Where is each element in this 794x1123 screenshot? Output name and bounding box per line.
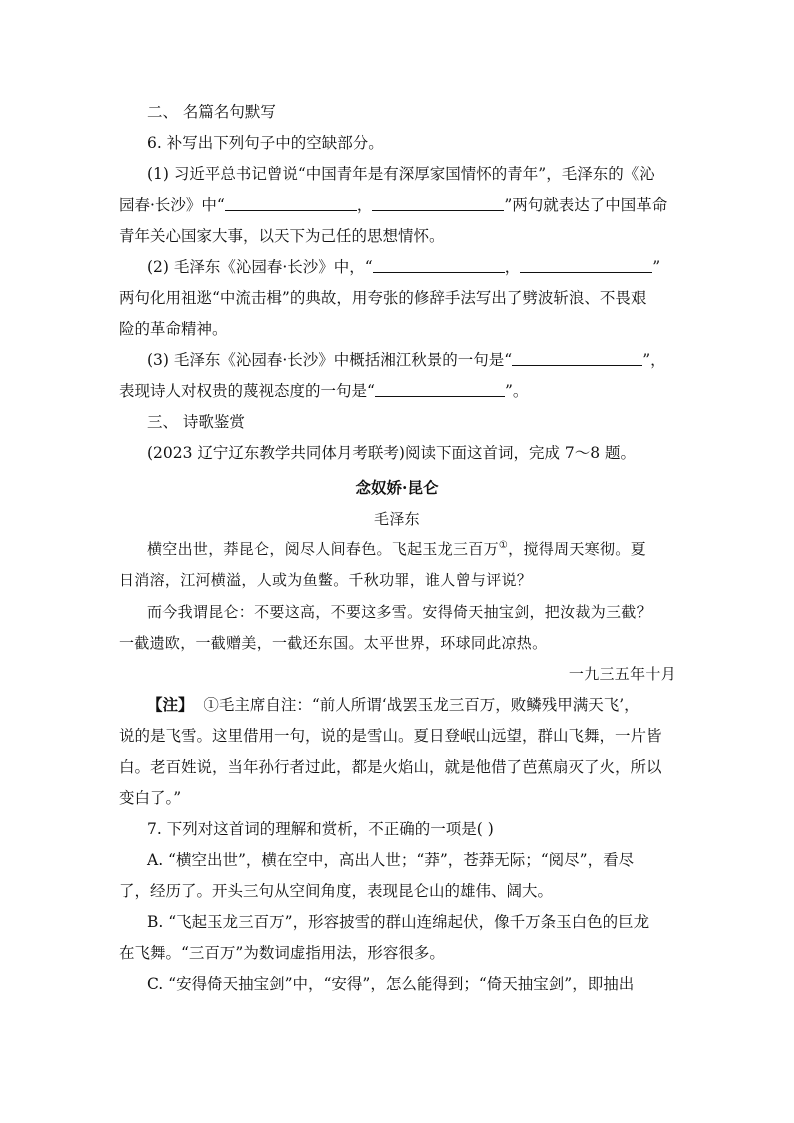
option-a-line-1: A. “横空出世”，横在空中，高出人世；“莽”，苍莽无际；“阅尽”，看尽 — [147, 851, 635, 869]
question-6-part-2-line-1 — [147, 256, 660, 278]
text-fragment: ”， — [642, 351, 666, 369]
answer-blank[interactable] — [373, 257, 505, 273]
question-7-stem: 7. 下列对这首词的理解和赏析，不正确的一项是( ) — [147, 820, 494, 838]
poem-date: 一九三五年十月 — [568, 665, 676, 683]
note-line-1 — [147, 694, 640, 716]
option-c-line-1: C. “安得倚天抽宝剑”中，“安得”，怎么能得到；“倚天抽宝剑”，即抽出 — [147, 975, 635, 993]
text-fragment: 园春·长沙》中“ — [119, 196, 225, 214]
section-2-heading: 二、 名篇名句默写 — [147, 103, 276, 121]
option-a-line-2: 了，经历了。开头三句从空间角度，表现昆仑山的雄伟、阔大。 — [119, 882, 554, 900]
question-6-part-1-line-3: 青年关心国家大事，以天下为己任的思想情怀。 — [119, 227, 445, 245]
answer-blank[interactable] — [225, 195, 357, 211]
question-6-stem: 6. 补写出下列句子中的空缺部分。 — [147, 134, 384, 152]
note-line-3: 白。老百姓说，当年孙行者过此，都是火焰山，就是他借了芭蕉扇灭了火，所以 — [119, 758, 662, 776]
question-6-part-3-line-2 — [119, 380, 528, 402]
poem-line-1 — [147, 538, 646, 560]
poem-line-4: 一截遗欧，一截赠美，一截还东国。太平世界，环球同此凉热。 — [119, 634, 548, 652]
text-fragment: 横空出世，莽昆仑，阅尽人间春色。飞起玉龙三百万 — [147, 540, 499, 558]
text-fragment: 表现诗人对权贵的蔑视态度的一句是“ — [119, 382, 375, 400]
text-fragment: ”。 — [504, 382, 529, 400]
poem-line-2: 日消溶，江河横溢，人或为鱼鳖。千秋功罪，谁人曾与评说？ — [119, 571, 533, 589]
answer-blank[interactable] — [520, 257, 652, 273]
reading-intro: (2023 辽宁辽东教学共同体月考联考)阅读下面这首词，完成 7～8 题。 — [147, 444, 637, 462]
option-b-line-2: 在飞舞。“三百万”为数词虚指用法，形容很多。 — [119, 944, 445, 962]
poem-line-3: 而今我谓昆仑：不要这高，不要这多雪。安得倚天抽宝剑，把汝裁为三截？ — [147, 603, 652, 621]
text-fragment: ， — [356, 196, 373, 214]
note-line-4: 变白了。” — [119, 789, 182, 807]
text-fragment: ”两句就表达了中国革命 — [504, 196, 668, 214]
text-fragment: ， — [504, 258, 521, 276]
text-fragment: (3) 毛泽东《沁园春·长沙》中概括湘江秋景的一句是“ — [147, 351, 513, 369]
text-fragment: ①毛主席自注：“前人所谓‘战罢玉龙三百万，败鳞残甲满天飞’， — [203, 696, 640, 714]
text-fragment: (2) 毛泽东《沁园春·长沙》中，“ — [147, 258, 373, 276]
question-6-part-2-line-2: 两句化用祖逖“中流击楫”的典故，用夸张的修辞手法写出了劈波斩浪、不畏艰 — [119, 289, 647, 307]
answer-blank[interactable] — [512, 350, 642, 366]
footnote-marker: ① — [498, 540, 509, 551]
answer-blank[interactable] — [372, 195, 504, 211]
text-fragment: ” — [652, 258, 661, 276]
note-label: 【注】 — [147, 695, 194, 714]
note-line-2: 说的是飞雪。这里借用一句，说的是雪山。夏日登岷山远望，群山飞舞，一片皆 — [119, 727, 662, 745]
option-b-line-1: B. “飞起玉龙三百万”，形容披雪的群山连绵起伏，像千万条玉白色的巨龙 — [147, 913, 650, 931]
question-6-part-1-line-1: (1) 习近平总书记曾说“中国青年是有深厚家国情怀的青年”，毛泽东的《沁 — [147, 165, 655, 183]
question-6-part-1-line-2 — [119, 194, 667, 216]
text-fragment: ，搅得周天寒彻。夏 — [508, 540, 646, 558]
answer-blank[interactable] — [375, 381, 505, 397]
question-6-part-3-line-1 — [147, 349, 666, 371]
poem-title: 念奴娇·昆仑 — [355, 478, 439, 497]
section-3-heading: 三、 诗歌鉴赏 — [147, 413, 245, 431]
question-6-part-2-line-3: 险的革命精神。 — [119, 320, 228, 338]
poem-author: 毛泽东 — [374, 510, 420, 528]
